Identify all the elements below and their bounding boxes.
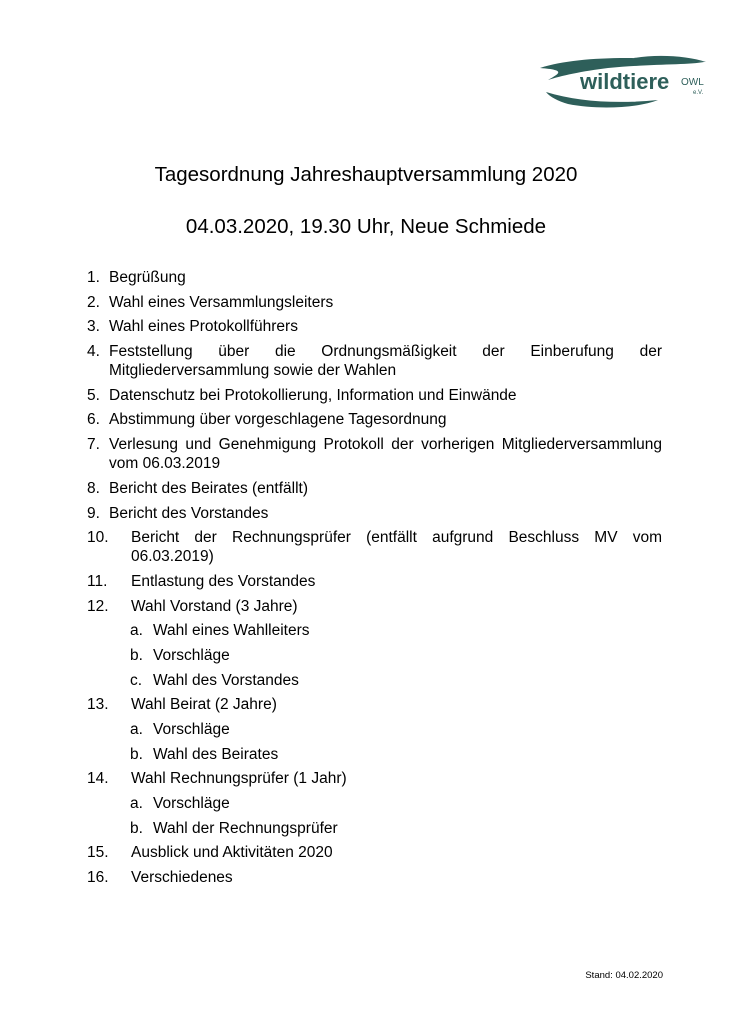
agenda-item-number: 9. [87, 504, 100, 522]
agenda-item-text: Verlesung und Genehmigung Protokoll der vorherigen Mitgliederversammlung vom 06.03.2019 [109, 436, 662, 473]
agenda-item-number: 12. [87, 597, 109, 615]
agenda-item [87, 528, 662, 566]
agenda-item [87, 868, 662, 887]
agenda-item-text: Wahl Rechnungsprüfer (1 Jahr) [131, 770, 347, 788]
agenda-item-text: Begrüßung [109, 269, 186, 286]
agenda-item [87, 843, 662, 862]
agenda-item-text: Wahl Vorstand (3 Jahre) [131, 597, 298, 615]
logo-name: wildtiere [580, 69, 670, 94]
agenda-item-text: Wahl eines Versammlungsleiters [109, 293, 334, 311]
agenda-item-number: 3. [87, 318, 100, 336]
agenda-subitem-text: Vorschläge [153, 646, 230, 664]
agenda-item-number: 7. [87, 436, 100, 454]
agenda-item-text: Wahl eines Protokollführers [109, 318, 298, 336]
agenda-item-text: Entlastung des Vorstandes [131, 572, 316, 590]
agenda-item-number: 10. [87, 529, 109, 547]
agenda-subitem [87, 646, 662, 665]
agenda-item-number: 8. [87, 479, 100, 497]
agenda-item [87, 435, 662, 473]
agenda-item [87, 268, 662, 287]
agenda-item-text: Ausblick und Aktivitäten 2020 [131, 844, 333, 862]
document-title: Tagesordnung Jahreshauptversammlung 2020 [154, 163, 578, 186]
agenda-item-text: Bericht der Rechnungsprüfer (entfällt aufgrund Beschluss MV vom 06.03.2019) [131, 529, 662, 566]
agenda-item-text: Verschiedenes [131, 869, 233, 887]
document-date-stamp: Stand: 04.02.2020 [585, 970, 663, 981]
agenda-subitem [87, 794, 662, 813]
agenda-subitem-letter: a. [130, 622, 143, 640]
agenda-subitem-letter: b. [130, 819, 143, 837]
agenda-item-text: Bericht des Beirates (entfällt) [109, 479, 309, 497]
agenda-subitem-letter: b. [130, 745, 143, 763]
agenda-item [87, 342, 662, 380]
agenda-item-number: 15. [87, 844, 109, 862]
agenda-subitem-text: Wahl des Beirates [153, 745, 279, 763]
agenda-item-number: 13. [87, 696, 109, 714]
agenda-item-number: 5. [87, 386, 100, 404]
agenda-item-number: 4. [87, 343, 100, 361]
agenda-item-text: Feststellung über die Ordnungsmäßigkeit der Einberufung der Mitgliederversammlung sowie der Wahlen [109, 343, 662, 380]
logo-suffix: e.V. [693, 90, 704, 96]
agenda-item [87, 695, 662, 714]
agenda-subitem [87, 671, 662, 690]
agenda-subitem-letter: a. [130, 795, 143, 813]
agenda-subitem-text: Vorschläge [153, 795, 230, 813]
agenda-subitem-text: Vorschläge [153, 721, 230, 738]
agenda-subitem-text: Wahl des Vorstandes [153, 671, 299, 689]
agenda-item [87, 479, 662, 498]
agenda-item [87, 572, 662, 591]
logo-region: OWL [681, 77, 704, 88]
agenda-item-number: 6. [87, 411, 100, 429]
agenda-item-number: 11. [87, 572, 108, 590]
agenda-subitem-letter: a. [130, 721, 143, 738]
agenda-subitem-text: Wahl eines Wahlleiters [153, 622, 310, 640]
agenda-item [87, 504, 662, 523]
agenda-item [87, 386, 662, 405]
agenda-subitem [87, 819, 662, 838]
agenda-item [87, 410, 662, 429]
agenda-item [87, 293, 662, 312]
agenda-item [87, 769, 662, 788]
agenda-subitem-letter: c. [130, 671, 143, 689]
agenda-item-text: Abstimmung über vorgeschlagene Tagesordnung [109, 411, 447, 429]
agenda-subitem-text: Wahl der Rechnungsprüfer [153, 819, 338, 837]
agenda-subitem [87, 720, 662, 739]
meeting-date-location: 04.03.2020, 19.30 Uhr, Neue Schmiede [185, 215, 547, 238]
agenda-item-number: 16. [87, 869, 109, 887]
agenda-subitem-letter: b. [130, 646, 143, 664]
agenda-list [87, 268, 662, 893]
agenda-item-number: 1. [87, 269, 100, 286]
agenda-item-number: 14. [87, 770, 109, 788]
agenda-item [87, 317, 662, 336]
agenda-item-text: Wahl Beirat (2 Jahre) [131, 696, 277, 714]
agenda-subitem [87, 621, 662, 640]
agenda-item [87, 597, 662, 616]
agenda-item-number: 2. [87, 293, 100, 311]
wildtiere-logo [538, 54, 708, 114]
agenda-subitem [87, 745, 662, 764]
agenda-item-text: Bericht des Vorstandes [109, 504, 269, 522]
agenda-item-text: Datenschutz bei Protokollierung, Information und Einwände [109, 386, 517, 404]
wildtiere-logo-graphic [538, 54, 708, 114]
